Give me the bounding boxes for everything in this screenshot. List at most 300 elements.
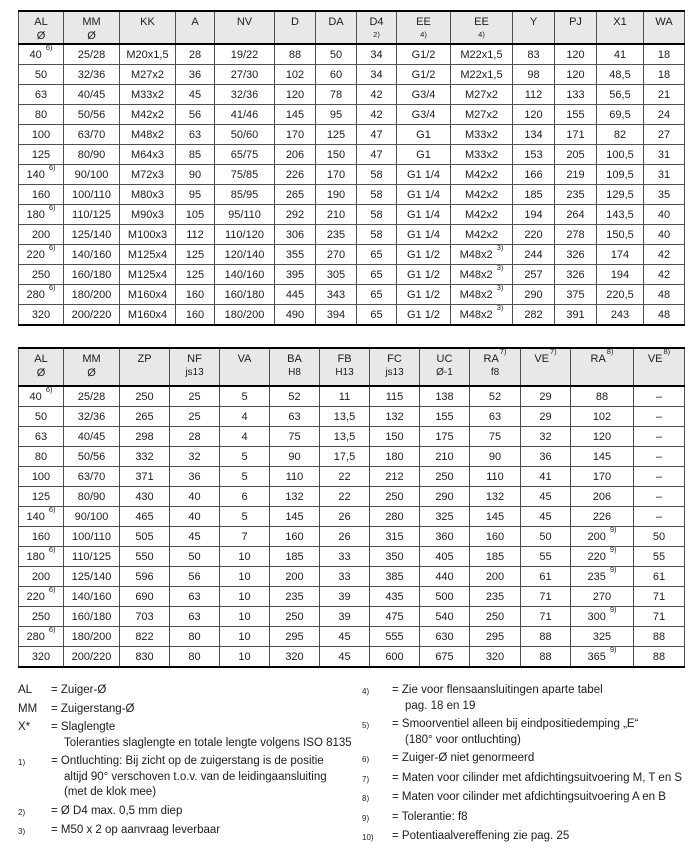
table-cell: 95 — [176, 185, 215, 205]
table-cell: G1 — [397, 145, 451, 165]
table-cell: 250 — [19, 607, 64, 627]
column-header-sub: 4) — [478, 30, 485, 39]
table-cell: 350 — [370, 547, 420, 567]
table-cell: 71 — [634, 587, 685, 607]
column-header: PJ — [555, 11, 597, 44]
table-cell: G3/4 — [397, 105, 451, 125]
table-cell: 88 — [634, 627, 685, 647]
footnote-line: = Tolerantie: f8 — [392, 810, 468, 823]
table-cell: 50/56 — [64, 105, 120, 125]
footnote-text — [392, 683, 603, 714]
table-cell: 600 — [370, 647, 420, 668]
table-cell: M48x2 $^{3)}$ — [451, 285, 513, 305]
table-cell: 42 — [357, 105, 397, 125]
column-header-sub: Ø — [36, 367, 46, 379]
table-cell: 55 — [634, 547, 685, 567]
table-cell: 200 $^{9)}$ — [571, 527, 634, 547]
table-cell: 18 — [644, 65, 685, 85]
footnote-text — [51, 754, 327, 801]
footnote — [18, 823, 362, 840]
footnote — [362, 683, 699, 714]
table-cell: 170 — [316, 165, 357, 185]
table-cell: 112 — [176, 225, 215, 245]
table-cell: M90x3 — [120, 205, 176, 225]
table-cell: 490 — [275, 305, 316, 326]
table-cell: G1 1/4 — [397, 225, 451, 245]
column-header: RA$^{7)}$ f8 — [470, 348, 521, 386]
table-cell: M42x2 — [451, 205, 513, 225]
column-header: UC Ø-1 — [420, 348, 470, 386]
table-cell: M160x4 — [120, 285, 176, 305]
table-cell: 155 — [420, 407, 470, 427]
column-header: Y — [513, 11, 555, 44]
table-cell: – — [634, 467, 685, 487]
table-cell: 226 — [275, 165, 316, 185]
table-cell: 32 — [170, 447, 220, 467]
footnote-marker: 9) — [362, 813, 370, 823]
table-2-header — [19, 348, 685, 386]
table-cell: 166 — [513, 165, 555, 185]
table-cell: 56,5 — [597, 85, 644, 105]
table-cell: 243 — [597, 305, 644, 326]
table-cell: 194 — [597, 265, 644, 285]
table-cell: 17,5 — [320, 447, 370, 467]
table-cell: 110 — [470, 467, 521, 487]
table-cell: 365 $^{9)}$ — [571, 647, 634, 668]
table-row — [19, 427, 685, 447]
table-cell: 80 — [170, 647, 220, 668]
table-cell: 36 — [170, 467, 220, 487]
footnote-line: = Maten voor cilinder met afdichtingsuitvoering A en B — [392, 791, 666, 803]
table-cell: 220 — [513, 225, 555, 245]
table-cell: 505 — [120, 527, 170, 547]
table-cell: 40 — [170, 507, 220, 527]
table-1-header — [19, 11, 685, 44]
table-cell: 244 — [513, 245, 555, 265]
table-cell: G1 1/2 — [397, 305, 451, 326]
table-cell: 40 — [644, 205, 685, 225]
table-cell: 50 — [19, 65, 64, 85]
table-cell: 194 — [513, 205, 555, 225]
table-cell: 52 — [270, 386, 320, 407]
column-header-sub: H13 — [335, 367, 354, 378]
table-cell: 75 — [270, 427, 320, 447]
table-cell: 29 — [521, 386, 571, 407]
table-cell: 270 — [571, 587, 634, 607]
table-cell: 250 — [420, 467, 470, 487]
table-cell: 95 — [316, 105, 357, 125]
table-cell: 6 — [220, 487, 270, 507]
table-cell: 430 — [120, 487, 170, 507]
table-cell: 360 — [420, 527, 470, 547]
table-cell: 125 — [176, 265, 215, 285]
footnote-line: Toleranties slaglengte en totale lengte volgens ISO 8135 — [64, 736, 352, 749]
table-row — [19, 527, 685, 547]
table-cell: M33x2 — [451, 125, 513, 145]
table-cell: G1 1/4 — [397, 185, 451, 205]
table-cell: 185 — [513, 185, 555, 205]
column-header: FB H13 — [320, 348, 370, 386]
table-cell: 250 — [470, 607, 521, 627]
table-cell: 630 — [420, 627, 470, 647]
table-cell: 28 — [176, 44, 215, 65]
column-header: EE 4) — [451, 11, 513, 44]
footnotes-column-right — [362, 683, 699, 849]
table-cell: 160 — [19, 185, 64, 205]
footnote-line: = Smoorventiel alleen bij eindpositiedemping „E“ — [392, 718, 639, 730]
column-header-sub: f8 — [490, 367, 500, 378]
footnote — [362, 810, 699, 827]
table-cell: 205 — [555, 145, 597, 165]
table-cell: 822 — [120, 627, 170, 647]
table-cell: – — [634, 487, 685, 507]
table-cell: 315 — [370, 527, 420, 547]
table-cell: 40 $^{6)}$ — [19, 386, 64, 407]
table-row — [19, 125, 685, 145]
header-row — [19, 348, 685, 386]
table-cell: 63/70 — [64, 125, 120, 145]
table-cell: 36 — [521, 447, 571, 467]
table-cell: 200 — [19, 225, 64, 245]
table-cell: 206 — [571, 487, 634, 507]
table-row — [19, 447, 685, 467]
footnote-marker: 4) — [362, 687, 370, 696]
table-cell: 52 — [470, 386, 521, 407]
footnotes-section — [18, 683, 699, 849]
table-cell: M48x2 — [120, 125, 176, 145]
table-cell: 33 — [320, 567, 370, 587]
table-row — [19, 587, 685, 607]
table-cell: 133 — [555, 85, 597, 105]
table-cell: 75 — [470, 427, 521, 447]
table-cell: 82 — [597, 125, 644, 145]
footnote-line: altijd 90° verschoven t.o.v. van de leidingaansluiting — [64, 770, 327, 783]
table-row — [19, 105, 685, 125]
table-cell: 110/120 — [215, 225, 275, 245]
table-cell: 42 — [644, 245, 685, 265]
footnote-text — [51, 804, 182, 820]
table-cell: 7 — [220, 527, 270, 547]
table-cell: 58 — [357, 165, 397, 185]
table-cell: 50/60 — [215, 125, 275, 145]
table-cell: G1/2 — [397, 44, 451, 65]
footnote-line: (180° voor ontluchting) — [405, 733, 521, 746]
footnote-line: pag. 18 en 19 — [405, 699, 476, 712]
table-cell: 132 — [270, 487, 320, 507]
table-cell: 27/30 — [215, 65, 275, 85]
table-cell: 90 — [470, 447, 521, 467]
table-cell: 185 — [470, 547, 521, 567]
table-cell: 40 $^{6)}$ — [19, 44, 64, 65]
table-cell: 26 — [320, 527, 370, 547]
table-cell: 41 — [521, 467, 571, 487]
table-row — [19, 85, 685, 105]
table-cell: 34 — [357, 44, 397, 65]
table-cell: 34 — [357, 65, 397, 85]
footnote — [362, 771, 699, 788]
footnote-marker: 2) — [18, 807, 26, 817]
table-cell: 109,5 — [597, 165, 644, 185]
table-cell: 320 — [19, 647, 64, 668]
table-cell: 55 — [521, 547, 571, 567]
table-row — [19, 44, 685, 65]
footnote-text — [51, 823, 220, 839]
table-cell: 155 — [555, 105, 597, 125]
table-cell: 170 — [571, 467, 634, 487]
table-cell: 145 — [270, 507, 320, 527]
footnote — [18, 754, 362, 801]
table-cell: 180/200 — [64, 285, 120, 305]
table-cell: 65 — [357, 285, 397, 305]
table-cell: M72x3 — [120, 165, 176, 185]
table-cell: – — [634, 427, 685, 447]
table-cell: 63 — [176, 125, 215, 145]
table-cell: M42x2 — [451, 185, 513, 205]
table-cell: 21 — [644, 85, 685, 105]
footnote-line: = Zie voor flensaansluitingen aparte tabel — [392, 684, 603, 696]
table-cell: 292 — [275, 205, 316, 225]
table-cell: 120 — [513, 105, 555, 125]
table-cell: 102 — [571, 407, 634, 427]
column-header: KK — [120, 11, 176, 44]
table-cell: 25/28 — [64, 44, 120, 65]
table-cell: 160/180 — [64, 607, 120, 627]
table-cell: 58 — [357, 185, 397, 205]
table-cell: 4 — [220, 407, 270, 427]
table-2-body — [19, 386, 685, 667]
table-cell: 4 — [220, 427, 270, 447]
table-cell: 175 — [420, 427, 470, 447]
footnote-text — [51, 720, 352, 751]
column-header-sub: Ø — [87, 367, 96, 379]
table-cell: 270 — [316, 245, 357, 265]
table-cell: 200 — [270, 567, 320, 587]
table-cell: 65 — [357, 305, 397, 326]
table-cell: 80 — [19, 105, 64, 125]
table-cell: 39 — [320, 607, 370, 627]
table-cell: 75/85 — [215, 165, 275, 185]
table-cell: – — [634, 386, 685, 407]
table-cell: 180/200 — [215, 305, 275, 326]
table-cell: 180 $^{6)}$ — [19, 547, 64, 567]
table-cell: 10 — [220, 547, 270, 567]
table-cell: 80/90 — [64, 487, 120, 507]
table-cell: 125/140 — [64, 567, 120, 587]
table-cell: G1/2 — [397, 65, 451, 85]
table-cell: 129,5 — [597, 185, 644, 205]
footnote — [362, 717, 699, 748]
table-cell: 90 — [270, 447, 320, 467]
table-cell: 50 — [19, 407, 64, 427]
table-cell: 10 — [220, 587, 270, 607]
table-cell: 150,5 — [597, 225, 644, 245]
table-cell: 295 — [270, 627, 320, 647]
table-cell: 100 — [19, 125, 64, 145]
table-cell: 226 — [571, 507, 634, 527]
table-cell: 45 — [521, 507, 571, 527]
table-cell: 71 — [521, 587, 571, 607]
table-cell: 78 — [316, 85, 357, 105]
table-cell: 90/100 — [64, 507, 120, 527]
table-cell: 125 — [316, 125, 357, 145]
table-cell: M27x2 — [120, 65, 176, 85]
table-cell: 145 — [275, 105, 316, 125]
table-cell: 80/90 — [64, 145, 120, 165]
table-row — [19, 547, 685, 567]
footnote-text — [392, 771, 682, 787]
table-cell: 394 — [316, 305, 357, 326]
column-header-sub: 4) — [420, 30, 427, 39]
table-cell: 435 — [370, 587, 420, 607]
table-cell: 278 — [555, 225, 597, 245]
table-cell: 85 — [176, 145, 215, 165]
column-header: VE$^{7)}$ — [521, 348, 571, 386]
table-cell: 5 — [220, 507, 270, 527]
table-cell: 145 — [571, 447, 634, 467]
table-cell: M48x2 $^{3)}$ — [451, 265, 513, 285]
footnote — [362, 790, 699, 807]
footnote-marker: 10) — [362, 833, 374, 842]
table-cell: 298 — [120, 427, 170, 447]
footnote-line: = Maten voor cilinder met afdichtingsuitvoering M, T en S — [392, 771, 683, 784]
table-cell: 47 — [357, 125, 397, 145]
column-header-sub: 2) — [373, 30, 380, 39]
table-cell: G1 — [397, 125, 451, 145]
column-header: EE 4) — [397, 11, 451, 44]
table-cell: 32 — [521, 427, 571, 447]
table-cell: 200 — [19, 567, 64, 587]
table-cell: 39 — [320, 587, 370, 607]
table-cell: 235 — [555, 185, 597, 205]
column-header-sub: H8 — [288, 367, 301, 378]
table-cell: 185 — [270, 547, 320, 567]
table-cell: 235 — [270, 587, 320, 607]
table-cell: 22 — [320, 487, 370, 507]
table-cell: 385 — [370, 567, 420, 587]
table-cell: 440 — [420, 567, 470, 587]
column-header: A — [176, 11, 215, 44]
column-header: VE$^{8)}$ — [634, 348, 685, 386]
table-cell: 325 — [420, 507, 470, 527]
table-cell: 120 — [571, 427, 634, 447]
table-cell: 220,5 — [597, 285, 644, 305]
table-cell: 65/75 — [215, 145, 275, 165]
table-cell: 80 — [19, 447, 64, 467]
table-cell: 115 — [370, 386, 420, 407]
table-cell: 48 — [644, 285, 685, 305]
table-cell: 235 — [316, 225, 357, 245]
footnote-text — [392, 751, 534, 767]
table-cell: 180 — [370, 447, 420, 467]
table-cell: 306 — [275, 225, 316, 245]
column-header: MM Ø — [64, 348, 120, 386]
table-cell: 33 — [320, 547, 370, 567]
table-cell: 110 — [270, 467, 320, 487]
table-cell: 326 — [555, 245, 597, 265]
column-header-sub: Ø — [87, 30, 96, 42]
table-cell: 10 — [220, 627, 270, 647]
table-cell: 50/56 — [64, 447, 120, 467]
header-row — [19, 11, 685, 44]
table-cell: 22 — [320, 467, 370, 487]
table-row — [19, 265, 685, 285]
table-cell: M42x2 — [120, 105, 176, 125]
table-row — [19, 647, 685, 668]
table-cell: G1 1/4 — [397, 165, 451, 185]
table-cell: 50 — [521, 527, 571, 547]
table-cell: 100/110 — [64, 527, 120, 547]
table-cell: 40/45 — [64, 85, 120, 105]
table-cell: M20x1,5 — [120, 44, 176, 65]
table-cell: 295 — [470, 627, 521, 647]
table-cell: 326 — [555, 265, 597, 285]
table-row — [19, 145, 685, 165]
table-cell: 28 — [170, 427, 220, 447]
table-cell: 405 — [420, 547, 470, 567]
table-cell: 280 $^{6)}$ — [19, 627, 64, 647]
table-cell: 88 — [634, 647, 685, 668]
table-cell: 320 — [470, 647, 521, 668]
table-cell: 555 — [370, 627, 420, 647]
column-header: X1 — [597, 11, 644, 44]
table-cell: 32/36 — [215, 85, 275, 105]
table-cell: 250 — [19, 265, 64, 285]
table-cell: M48x2 $^{3)}$ — [451, 305, 513, 326]
footnote — [18, 720, 362, 751]
table-cell: 61 — [634, 567, 685, 587]
table-cell: – — [634, 507, 685, 527]
table-cell: 320 — [19, 305, 64, 326]
table-cell: 180 $^{6)}$ — [19, 205, 64, 225]
table-cell: 235 $^{9)}$ — [571, 567, 634, 587]
column-header: MM Ø — [64, 11, 120, 44]
table-cell: 305 — [316, 265, 357, 285]
table-cell: 190 — [316, 185, 357, 205]
table-cell: 42 — [357, 85, 397, 105]
table-cell: 180/200 — [64, 627, 120, 647]
table-cell: 171 — [555, 125, 597, 145]
table-cell: 134 — [513, 125, 555, 145]
table-cell: 120/140 — [215, 245, 275, 265]
table-cell: 90 — [176, 165, 215, 185]
table-cell: 395 — [275, 265, 316, 285]
table-cell: 36 — [176, 65, 215, 85]
table-cell: 88 — [521, 647, 571, 668]
table-cell: 153 — [513, 145, 555, 165]
footnote-marker: 3) — [18, 827, 26, 836]
table-1-body — [19, 44, 685, 325]
table-cell: M33x2 — [120, 85, 176, 105]
table-cell: 45 — [521, 487, 571, 507]
table-cell: 100,5 — [597, 145, 644, 165]
table-cell: 45 — [320, 647, 370, 668]
column-header-sub: js13 — [185, 367, 204, 378]
table-cell: 132 — [370, 407, 420, 427]
table-cell: 56 — [170, 567, 220, 587]
table-row — [19, 567, 685, 587]
footnote-marker: AL — [18, 684, 33, 696]
footnote-marker: 6) — [362, 755, 370, 764]
table-cell: 212 — [370, 467, 420, 487]
table-cell: M125x4 — [120, 245, 176, 265]
table-cell: 95/110 — [215, 205, 275, 225]
column-header: NF js13 — [170, 348, 220, 386]
table-cell: 200 — [470, 567, 521, 587]
column-header: DA — [316, 11, 357, 44]
table-row — [19, 245, 685, 265]
table-cell: 88 — [571, 386, 634, 407]
column-header: VA — [220, 348, 270, 386]
